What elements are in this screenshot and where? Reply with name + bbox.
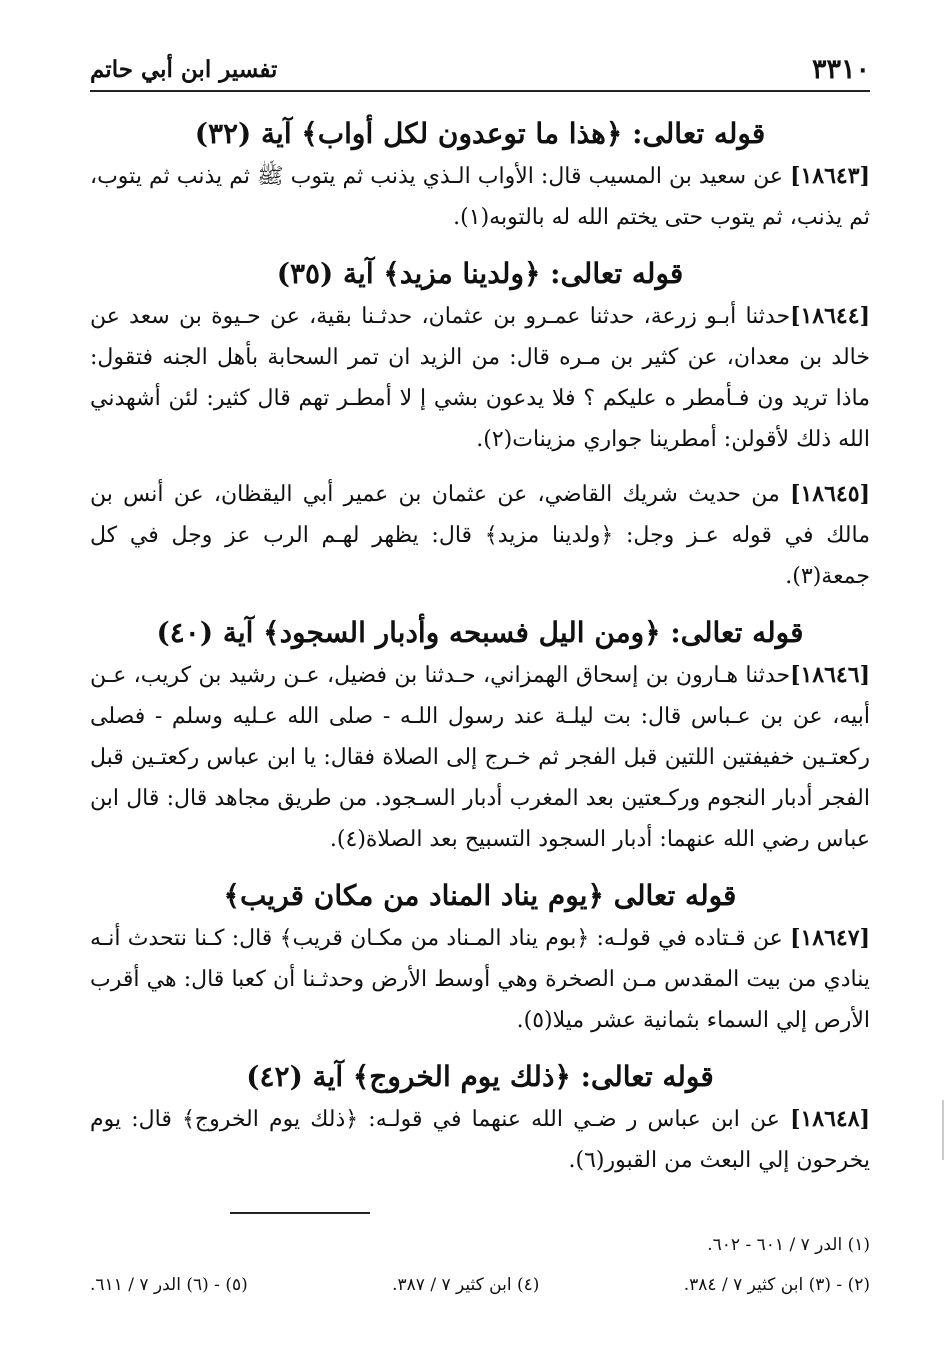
hadith-entry	[90, 1099, 870, 1181]
entry-number: [١٨٦٤٨]	[790, 1106, 870, 1132]
section-heading: قوله تعالى ﴿يوم يناد المناد من مكان قريب﴾	[223, 879, 737, 912]
hadith-entry	[90, 156, 870, 238]
entry-text: حدثنا أبـو زرعة، حدثنا عمـرو بن عثمان، حدثـنا بقية، عن حـيوة بن سعد عن خالد بن معدان، عن كثير بن مـره قال: من الزيد ان تمر السحابة بأهل الجنه فتقول: ماذا تريد ون فـأمطر ه عليكم ؟ فلا يدعون بشي إ لا أمطـر تهم قال كثير: لئن أشهدني الله ذلك لأقولن: أمطرينا جواري مزينات(٢).	[90, 304, 870, 452]
section-heading: قوله تعالى: ﴿ذلك يوم الخروج﴾ آية (٤٢)	[246, 1060, 714, 1093]
entry-number: [١٨٦٤٦]	[790, 662, 870, 688]
running-title: تفسير ابن أبي حاتم	[90, 56, 278, 83]
entry-number: [١٨٦٤٧]	[790, 925, 870, 951]
page	[90, 40, 870, 1195]
section-heading: قوله تعالى: ﴿ومن اليل فسبحه وأدبار السجود﴾ آية (٤٠)	[156, 616, 804, 649]
footnote: (٤) ابن كثير ٧ / ٣٨٧.	[392, 1275, 540, 1295]
footnote-line	[90, 1225, 870, 1265]
section-32	[90, 112, 870, 238]
entry-number: [١٨٦٤٥]	[790, 481, 870, 507]
entry-text: من حديث شريك القاضي، عن عثمان بن عمير أبي اليقظان، عن أنس بن مالك في قوله عـز وجل: ﴿ولدينا مزيد﴾ قال: يظهر لهـم الرب عز وجل في كل جمعة(٣).	[90, 482, 870, 589]
entry-number: [١٨٦٤٣]	[790, 163, 870, 189]
footnote-divider	[230, 1212, 370, 1214]
section-heading: قوله تعالى: ﴿ولدينا مزيد﴾ آية (٣٥)	[276, 257, 684, 290]
entry-text: عن سعيد بن المسيب قال: الأواب الـذي يذنب ثم يتوب ﷺ ثم يذنب ثم يتوب، ثم يذنب، ثم يتوب حتى يختم الله له بالتوبه(١).	[90, 164, 870, 230]
hadith-entry	[90, 474, 870, 597]
footnotes	[90, 1225, 870, 1305]
section-35	[90, 252, 870, 597]
footnote: (١) الدر ٧ / ٦٠١ - ٦٠٢.	[707, 1235, 870, 1255]
section-heading: قوله تعالى: ﴿هذا ما توعدون لكل أواب﴾ آية (٣٢)	[194, 117, 766, 150]
section-41	[90, 874, 870, 1041]
entry-text: عن قـتاده في قولـه: ﴿بوم يناد المـناد من مكـان قريب﴾ قال: كـنا نتحدث أنـه ينادي من بيت المقدس مـن الصخرة وهي أوسط الأرض وحدثـنا أن كعبا قال: هي أقرب الأرص إلي السماء بثمانية عشر ميلا(٥).	[90, 926, 870, 1033]
section-42	[90, 1055, 870, 1181]
page-header	[90, 40, 870, 92]
section-40	[90, 611, 870, 860]
entry-text: حدثنا هـارون بن إسحاق الهمزاني، حـدثنا بن فضيل، عـن رشيد بن كريب، عـن أبيه، عن بن عـباس قال: بت ليلـة عند رسول اللـه - صلى الله عـليه وسلم - فصلى ركعتـين خفيفتين اللتين قبل الفجر ثم خـرج إلى الصلاة فقال: يا ابن عباس ركعتـين قبل الفجر أدبار النجوم وركـعتين بعد المغرب أدبار السـجود. من طريق مجاهد قال: قال ابن عباس رضي الله عنهما: أدبار السجود التسبيح بعد الصلاة(٤).	[90, 663, 870, 852]
footnote: (٢) - (٣) ابن كثير ٧ / ٣٨٤.	[683, 1275, 870, 1295]
page-edge-mark	[942, 1100, 944, 1160]
footnote: (٥) - (٦) الدر ٧ / ٦١١.	[90, 1275, 248, 1295]
hadith-entry	[90, 655, 870, 860]
hadith-entry	[90, 296, 870, 460]
entry-number: [١٨٦٤٤]	[790, 303, 870, 329]
page-number: ٣٣١٠	[811, 54, 870, 85]
entry-text: عن ابن عباس ر ضـي الله عنهما في قولـه: ﴿ذلك يوم الخروج﴾ قال: يوم يخرحون إلي البعث من القبور(٦).	[90, 1107, 870, 1173]
footnote-line	[90, 1265, 870, 1305]
hadith-entry	[90, 918, 870, 1041]
